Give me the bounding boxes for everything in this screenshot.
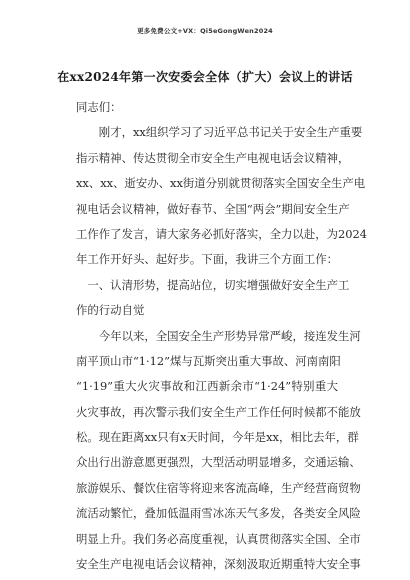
body-line: 刚才，xx组织学习了习近平总书记关于安全生产重要 (98, 125, 363, 140)
document-title: 在xx2024年第一次安委会全体（扩大）会议上的讲话 (57, 70, 353, 84)
body-line: 视电话会议精神，做好春节、全国“两会”期间安全生产 (76, 201, 350, 216)
body-line: 火灾事故，再次警示我们安全生产工作任何时候都不能放 (76, 404, 361, 419)
body-line: 工作作了发言，请大家务必抓好落实，全力以赴，为2024 (76, 226, 367, 241)
body-line: 众出行出游意愿更强烈，大型活动明显增多，交通运输、 (76, 455, 361, 470)
section-heading: 一、认清形势，提高站位，切实增强做好安全生产工 (87, 277, 350, 292)
salutation-line: 同志们： (76, 100, 122, 114)
section-heading: 作的行动自觉 (76, 303, 145, 318)
body-line: 指示精神、传达贯彻全市安全生产电视电话会议精神， (76, 150, 350, 165)
body-line: xx、xx、逝安办、xx街道分别就贯彻落实全国安全生产电 (76, 176, 366, 191)
body-line: 安全生产电视电话会议精神，深刻汲取近期重特大安全事 (76, 557, 361, 572)
body-line: 明显上升。我们务必高度重视，认真贯彻落实全国、全市 (76, 531, 361, 546)
header-note: 更多免费公文+VX：Qi5eGongWen2024 (137, 27, 273, 35)
body-line: 南平顶山市“1·12”煤与瓦斯突出重大事故、河南南阳 (76, 353, 341, 368)
body-line: 松。现在距离xx只有x天时间，今年是xx，相比去年，群 (76, 430, 359, 445)
body-line: 年工作开好头、起好步。下面，我讲三个方面工作： (76, 252, 338, 267)
body-line: 旅游娱乐、餐饮住宿等将迎来客流高峰，生产经营商贸物 (76, 480, 361, 495)
body-line: 今年以来，全国安全生产形势异常严峻，接连发生河 (98, 328, 361, 343)
body-line: “1·19”重大火灾事故和江西新余市“1·24”特别重大 (76, 379, 338, 394)
body-line: 流活动繁忙，叠加低温雨雪冰冻天气多发，各类安全风险 (76, 506, 361, 521)
document-body (76, 95, 367, 577)
